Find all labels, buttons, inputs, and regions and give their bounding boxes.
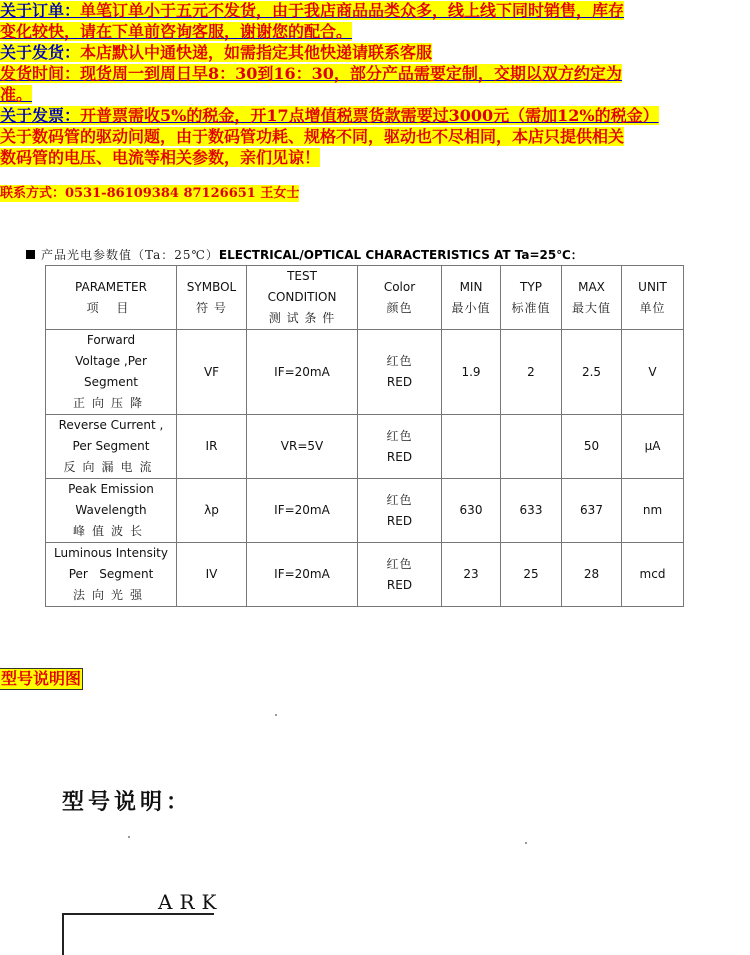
cell-color: 红色 RED	[358, 479, 442, 543]
contact-info: 联系方式：0531-86109384 87126651 王女士	[0, 186, 300, 201]
cell-max: 50	[562, 415, 622, 479]
cell-unit: mcd	[622, 543, 684, 607]
notice-driver-text-cont: 数码管的电压、电流等相关参数，亲们见谅！	[0, 148, 321, 167]
store-notices	[0, 0, 750, 168]
cell-color: 红色 RED	[358, 543, 442, 607]
table-header-row	[46, 266, 684, 330]
cell-max: 637	[562, 479, 622, 543]
square-bullet-icon	[26, 250, 35, 259]
cell-unit: V	[622, 330, 684, 415]
cell-parameter: Luminous Intensity Per Segment 法向光强	[46, 543, 177, 607]
cell-symbol: VF	[177, 330, 247, 415]
notice-invoice-label: 关于发票：	[0, 106, 81, 125]
table-row	[46, 330, 684, 415]
notice-shipping-time-text-cont: 准。	[0, 85, 33, 104]
model-heading: 型号说明：	[62, 790, 193, 815]
notice-driver-text: 关于数码管的驱动问题，由于数码管功耗、规格不同，驱动也不尽相同，本店只提供相关	[0, 127, 625, 146]
notice-order-line-2	[0, 21, 750, 42]
notice-shipping-time-line-2	[0, 84, 750, 105]
notice-driver-line-2	[0, 147, 750, 168]
cell-color: 红色 RED	[358, 415, 442, 479]
notice-invoice-text: 开普票需收5%的税金，开17点增值税票货款需要过3000元（需加12%的税金）	[80, 106, 659, 125]
table-row	[46, 479, 684, 543]
cell-typ: 633	[501, 479, 562, 543]
header-parameter: PARAMETER 项 目	[46, 266, 177, 330]
model-code: ARK	[158, 890, 224, 914]
header-typ: TYP 标准值	[501, 266, 562, 330]
cell-max: 28	[562, 543, 622, 607]
scan-speck	[525, 842, 527, 844]
cell-unit: μA	[622, 415, 684, 479]
cell-parameter: Forward Voltage ,Per Segment 正向压降	[46, 330, 177, 415]
cell-min: 1.9	[442, 330, 501, 415]
cell-typ	[501, 415, 562, 479]
cell-max: 2.5	[562, 330, 622, 415]
cell-unit: nm	[622, 479, 684, 543]
table-row	[46, 543, 684, 607]
section-title	[26, 246, 583, 263]
cell-condition: IF=20mA	[247, 479, 358, 543]
notice-order-label: 关于订单：	[0, 1, 81, 20]
cell-symbol: λp	[177, 479, 247, 543]
cell-min: 630	[442, 479, 501, 543]
notice-order-text-cont: 变化较快，请在下单前咨询客服，谢谢您的配合。	[0, 22, 353, 41]
notice-shipping-line	[0, 42, 750, 63]
notice-driver-line-1	[0, 126, 750, 147]
header-color: Color 颜色	[358, 266, 442, 330]
section-title-cn: 产品光电参数值（Ta：25℃）	[41, 248, 219, 262]
notice-shipping-text: 本店默认中通快递，如需指定其他快递请联系客服	[80, 43, 433, 62]
cell-symbol: IV	[177, 543, 247, 607]
scan-speck	[275, 714, 277, 716]
cell-color: 红色 RED	[358, 330, 442, 415]
header-unit: UNIT 单位	[622, 266, 684, 330]
notice-shipping-time-text: 发货时间：现货周一到周日早8：30到16：30，部分产品需要定制，交期以双方约定为	[0, 64, 622, 83]
header-max: MAX 最大值	[562, 266, 622, 330]
cell-typ: 25	[501, 543, 562, 607]
header-test-condition: TEST CONDITION 测 试 条 件	[247, 266, 358, 330]
cell-condition: VR=5V	[247, 415, 358, 479]
notice-order-line-1	[0, 0, 750, 21]
cell-min	[442, 415, 501, 479]
notice-order-text: 单笔订单小于五元不发货，由于我店商品品类众多，线上线下同时销售，库存	[80, 1, 625, 20]
cell-parameter: Reverse Current , Per Segment 反向漏电流	[46, 415, 177, 479]
scan-speck	[128, 836, 130, 838]
notice-shipping-label: 关于发货：	[0, 43, 81, 62]
model-diagram-label: 型号说明图	[1, 669, 82, 688]
characteristics-table	[45, 265, 684, 607]
cell-condition: IF=20mA	[247, 543, 358, 607]
table-row	[46, 415, 684, 479]
header-symbol: SYMBOL 符 号	[177, 266, 247, 330]
cell-parameter: Peak Emission Wavelength 峰值波长	[46, 479, 177, 543]
cell-typ: 2	[501, 330, 562, 415]
notice-invoice-line	[0, 105, 750, 126]
cell-condition: IF=20mA	[247, 330, 358, 415]
header-min: MIN 最小值	[442, 266, 501, 330]
notice-shipping-time-line-1	[0, 63, 750, 84]
section-title-en: ELECTRICAL/OPTICAL CHARACTERISTICS AT Ta=25℃：	[218, 248, 583, 262]
model-bracket-line	[62, 913, 214, 955]
cell-min: 23	[442, 543, 501, 607]
cell-symbol: IR	[177, 415, 247, 479]
